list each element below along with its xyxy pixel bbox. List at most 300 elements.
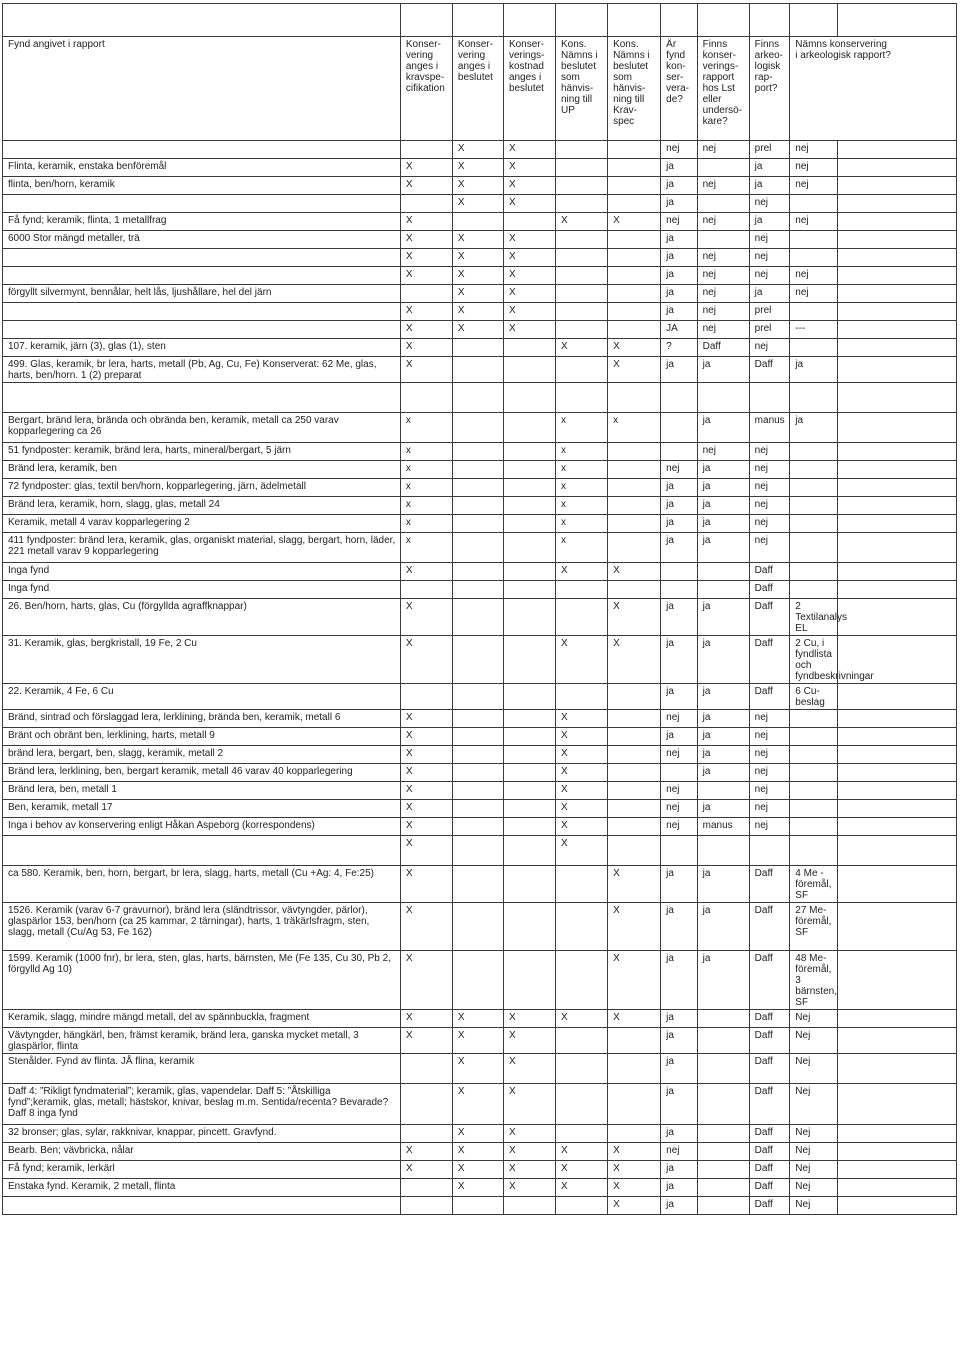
cell-col-10: [838, 267, 957, 285]
cell-col-9: Nej: [790, 1179, 838, 1197]
table-row: [3, 1179, 957, 1197]
cell-col-7: [697, 1197, 749, 1215]
cell-col-8: Daff: [749, 581, 790, 599]
cell-col-6: ?: [661, 339, 697, 357]
cell-col-10: [838, 818, 957, 836]
cell-col-6: ja: [661, 177, 697, 195]
cell-col-3: [503, 728, 555, 746]
cell-col-3: [503, 818, 555, 836]
cell-col-4: X: [556, 710, 608, 728]
cell-col-4: X: [556, 728, 608, 746]
cell-col-8: Daff: [749, 1054, 790, 1084]
cell-fynd: 107. keramik, järn (3), glas (1), sten: [3, 339, 401, 357]
cell-col-6: nej: [661, 710, 697, 728]
table-row: [3, 710, 957, 728]
cell-col-8: nej: [749, 497, 790, 515]
table-row: [3, 533, 957, 563]
cell-col-2: X: [452, 141, 503, 159]
cell-col-3: X: [503, 267, 555, 285]
cell-col-3: [503, 746, 555, 764]
cell-col-6: ja: [661, 231, 697, 249]
findings-table: [2, 3, 957, 1215]
cell-col-5: [608, 728, 661, 746]
cell-col-10: [838, 1161, 957, 1179]
cell-col-9: Nej: [790, 1161, 838, 1179]
cell-col-4: X: [556, 764, 608, 782]
cell-col-8: Daff: [749, 1084, 790, 1125]
table-row: [3, 800, 957, 818]
table-row: [3, 213, 957, 231]
cell-col-3: X: [503, 1125, 555, 1143]
cell-col-9: Nej: [790, 1143, 838, 1161]
cell-col-8: nej: [749, 746, 790, 764]
cell-col-8: [749, 836, 790, 866]
cell-col-8: nej: [749, 195, 790, 213]
cell-col-9: nej: [790, 213, 838, 231]
cell-fynd: [3, 303, 401, 321]
cell-col-7: [697, 836, 749, 866]
cell-col-2: [452, 339, 503, 357]
cell-col-5: [608, 479, 661, 497]
cell-col-10: [838, 383, 957, 413]
cell-col-5: [608, 515, 661, 533]
cell-fynd: [3, 1197, 401, 1215]
cell-col-1: X: [400, 746, 452, 764]
cell-col-3: X: [503, 1028, 555, 1054]
cell-col-1: X: [400, 159, 452, 177]
cell-col-7: ja: [697, 461, 749, 479]
cell-fynd: Bearb. Ben; vävbricka, nålar: [3, 1143, 401, 1161]
cell-col-10: [838, 581, 957, 599]
cell-col-6: ja: [661, 1010, 697, 1028]
cell-col-1: [400, 285, 452, 303]
cell-col-7: manus: [697, 818, 749, 836]
cell-col-9: [790, 782, 838, 800]
cell-col-7: ja: [697, 951, 749, 1010]
cell-fynd: Inga fynd: [3, 563, 401, 581]
cell-col-8: manus: [749, 413, 790, 443]
cell-col-6: [661, 836, 697, 866]
cell-col-9: 4 Me -föremål, SF: [790, 866, 838, 903]
cell-fynd: 6000 Stor mängd metaller, trä: [3, 231, 401, 249]
cell-col-4: [556, 249, 608, 267]
table-row: [3, 903, 957, 951]
cell-col-2: X: [452, 1028, 503, 1054]
cell-col-2: X: [452, 303, 503, 321]
table-row: [3, 1143, 957, 1161]
cell-col-6: [661, 383, 697, 413]
cell-col-9: [790, 479, 838, 497]
cell-col-10: [838, 479, 957, 497]
cell-col-4: x: [556, 533, 608, 563]
cell-col-8: Daff: [749, 1161, 790, 1179]
cell-col-10: [838, 533, 957, 563]
cell-fynd: Vävtyngder, hängkärl, ben, främst keramik, bränd lera, ganska mycket metall, 3 glaspärlor, flinta: [3, 1028, 401, 1054]
cell-col-10: [838, 195, 957, 213]
table-body: [3, 4, 957, 1215]
header-cell-up: Kons. Nämns i beslutet som hänvis- ning till UP: [556, 37, 608, 141]
cell-col-7: ja: [697, 746, 749, 764]
cell-col-2: [452, 764, 503, 782]
cell-col-6: ja: [661, 249, 697, 267]
cell-col-6: ja: [661, 1125, 697, 1143]
cell-col-10: [838, 866, 957, 903]
cell-col-3: X: [503, 303, 555, 321]
cell-col-10: [838, 321, 957, 339]
cell-col-7: ja: [697, 479, 749, 497]
table-row: [3, 141, 957, 159]
cell-col-9: [790, 339, 838, 357]
cell-col-9: [790, 836, 838, 866]
cell-col-1: X: [400, 267, 452, 285]
cell-col-9: Nej: [790, 1010, 838, 1028]
cell-col-4: X: [556, 1179, 608, 1197]
cell-col-10: [838, 339, 957, 357]
cell-col-1: X: [400, 249, 452, 267]
cell-col-4: X: [556, 782, 608, 800]
header-cell-kostnad: Konser- verings- kostnad anges i beslutet: [503, 37, 555, 141]
cell-col-5: [608, 1084, 661, 1125]
cell-col-10: [838, 285, 957, 303]
cell-col-7: ja: [697, 800, 749, 818]
cell-col-10: [838, 684, 957, 710]
cell-fynd: [3, 249, 401, 267]
cell-col-2: [452, 533, 503, 563]
table-row: [3, 285, 957, 303]
cell-col-4: [556, 903, 608, 951]
cell-col-1: [400, 1179, 452, 1197]
cell-col-6: ja: [661, 479, 697, 497]
cell-col-5: [608, 684, 661, 710]
cell-col-3: [503, 413, 555, 443]
cell-col-3: [503, 903, 555, 951]
cell-col-9: nej: [790, 285, 838, 303]
cell-col-1: x: [400, 479, 452, 497]
table-row: [3, 1054, 957, 1084]
cell-col-6: ja: [661, 599, 697, 636]
table-row: [3, 159, 957, 177]
cell-col-10: [838, 599, 957, 636]
table-row: [3, 515, 957, 533]
cell-fynd: flinta, ben/horn, keramik: [3, 177, 401, 195]
cell-col-2: [452, 413, 503, 443]
cell-col-9: [790, 443, 838, 461]
cell-fynd: Bergart, bränd lera, brända och obrända ben, keramik, metall ca 250 varav kopparlegering ca 26: [3, 413, 401, 443]
cell-col-10: [838, 141, 957, 159]
cell-col-3: X: [503, 285, 555, 303]
cell-fynd: Bränd, sintrad och förslaggad lera, lerklining, brända ben, keramik, metall 6: [3, 710, 401, 728]
cell-col-5: [608, 710, 661, 728]
cell-col-2: X: [452, 1143, 503, 1161]
cell-col-2: X: [452, 285, 503, 303]
cell-col-3: X: [503, 1084, 555, 1125]
cell-fynd: 32 bronser; glas, sylar, rakknivar, knappar, pincett. Gravfynd.: [3, 1125, 401, 1143]
cell-col-8: nej: [749, 515, 790, 533]
cell-col-7: nej: [697, 321, 749, 339]
cell-col-6: ja: [661, 1084, 697, 1125]
cell-col-2: [452, 383, 503, 413]
cell-col-7: nej: [697, 303, 749, 321]
cell-col-10: [838, 800, 957, 818]
cell-col-5: [608, 581, 661, 599]
cell-col-6: ja: [661, 497, 697, 515]
table-row: [3, 1161, 957, 1179]
cell-col-1: X: [400, 782, 452, 800]
cell-col-5: [608, 141, 661, 159]
cell-col-5: [608, 782, 661, 800]
cell-col-4: X: [556, 1143, 608, 1161]
cell-col-10: [838, 728, 957, 746]
cell-col-3: [503, 599, 555, 636]
table-row: [3, 1125, 957, 1143]
cell-col-9: 6 Cu-beslag: [790, 684, 838, 710]
cell-col-2: [452, 818, 503, 836]
table-row: [3, 599, 957, 636]
cell-col-10: [838, 413, 957, 443]
cell-col-9: [790, 231, 838, 249]
cell-col-9: [790, 563, 838, 581]
cell-col-5: X: [608, 599, 661, 636]
cell-col-9: [790, 195, 838, 213]
cell-col-8: nej: [749, 443, 790, 461]
cell-col-6: ja: [661, 1179, 697, 1197]
table-row: [3, 321, 957, 339]
cell-col-5: x: [608, 413, 661, 443]
cell-col-1: [400, 1054, 452, 1084]
table-row: [3, 684, 957, 710]
cell-col-4: [556, 383, 608, 413]
cell-col-5: [608, 443, 661, 461]
cell-col-3: [503, 581, 555, 599]
cell-col-8: Daff: [749, 563, 790, 581]
cell-col-8: nej: [749, 782, 790, 800]
cell-col-1: X: [400, 764, 452, 782]
cell-col-10: [838, 1179, 957, 1197]
cell-col-2: X: [452, 231, 503, 249]
cell-col-8: Daff: [749, 951, 790, 1010]
cell-col-4: X: [556, 1010, 608, 1028]
cell-col-2: [452, 1197, 503, 1215]
table-row: [3, 479, 957, 497]
cell-col-2: X: [452, 267, 503, 285]
cell-col-4: X: [556, 836, 608, 866]
cell-col-4: [556, 195, 608, 213]
cell-col-8: Daff: [749, 599, 790, 636]
cell-col-4: [556, 866, 608, 903]
cell-col-6: ja: [661, 1054, 697, 1084]
cell-col-4: X: [556, 339, 608, 357]
cell-fynd: Bränd lera, lerklining, ben, bergart keramik, metall 46 varav 40 kopparlegering: [3, 764, 401, 782]
table-row: [3, 563, 957, 581]
cell-col-4: X: [556, 563, 608, 581]
cell-col-3: [503, 782, 555, 800]
cell-col-3: X: [503, 1179, 555, 1197]
cell-col-4: x: [556, 515, 608, 533]
cell-col-1: x: [400, 497, 452, 515]
cell-fynd: Daff 4: ”Rikligt fyndmaterial”; keramik, glas, vapendelar. Daff 5: ”Åtskilliga fynd”;keramik, glas, metall; hästskor, knivar, beslag m.m. Sentida/recenta? Bevarade? Daff 8 inga fynd: [3, 1084, 401, 1125]
cell-fynd: [3, 267, 401, 285]
cell-col-8: Daff: [749, 357, 790, 383]
cell-col-10: [838, 461, 957, 479]
cell-col-8: nej: [749, 533, 790, 563]
cell-col-1: X: [400, 951, 452, 1010]
cell-col-10: [838, 159, 957, 177]
cell-col-5: X: [608, 339, 661, 357]
cell-col-6: ja: [661, 636, 697, 684]
cell-fynd: Bränd lera, ben, metall 1: [3, 782, 401, 800]
cell-col-1: [400, 141, 452, 159]
cell-col-6: nej: [661, 800, 697, 818]
table-row: [3, 195, 957, 213]
cell-col-2: [452, 951, 503, 1010]
cell-col-1: [400, 195, 452, 213]
cell-col-1: [400, 1197, 452, 1215]
cell-col-6: ja: [661, 1028, 697, 1054]
cell-col-1: x: [400, 461, 452, 479]
cell-fynd: Keramik, slagg, mindre mängd metall, del av spännbuckla, fragment: [3, 1010, 401, 1028]
cell-col-2: [452, 563, 503, 581]
cell-col-8: ja: [749, 177, 790, 195]
cell-col-9: nej: [790, 177, 838, 195]
cell-col-3: [503, 383, 555, 413]
cell-col-2: [452, 746, 503, 764]
cell-col-6: [661, 413, 697, 443]
cell-col-6: ja: [661, 515, 697, 533]
cell-col-1: X: [400, 1028, 452, 1054]
cell-col-6: ja: [661, 728, 697, 746]
cell-col-5: [608, 497, 661, 515]
cell-col-6: nej: [661, 782, 697, 800]
header-cell-beslutet: Konser- vering anges i beslutet: [452, 37, 503, 141]
cell-col-8: Daff: [749, 636, 790, 684]
cell-col-9: ja: [790, 357, 838, 383]
table-row: [3, 581, 957, 599]
cell-fynd: 499. Glas, keramik, br lera, harts, metall (Pb, Ag, Cu, Fe) Konserverat: 62 Me, glas, harts, ben/horn. 1 (2) preparat: [3, 357, 401, 383]
cell-col-8: Daff: [749, 866, 790, 903]
cell-col-9: 2 Cu, i fyndlista och fyndbeskrivningar: [790, 636, 838, 684]
cell-col-10: [838, 443, 957, 461]
cell-col-2: X: [452, 1084, 503, 1125]
cell-col-2: [452, 710, 503, 728]
cell-col-9: Nej: [790, 1197, 838, 1215]
cell-col-9: [790, 581, 838, 599]
cell-col-7: nej: [697, 213, 749, 231]
cell-fynd: Få fynd; keramik, flinta, 1 metallfrag: [3, 213, 401, 231]
cell-col-8: nej: [749, 800, 790, 818]
cell-col-5: X: [608, 1197, 661, 1215]
cell-col-9: [790, 303, 838, 321]
cell-col-8: ja: [749, 159, 790, 177]
header-cell-krav-spec: Kons. Nämns i beslutet som hänvis- ning till Krav- spec: [608, 37, 661, 141]
cell-col-7: nej: [697, 249, 749, 267]
cell-col-5: [608, 461, 661, 479]
cell-col-2: X: [452, 1125, 503, 1143]
cell-col-5: [608, 231, 661, 249]
cell-col-4: [556, 231, 608, 249]
cell-col-5: [608, 533, 661, 563]
cell-col-4: [556, 267, 608, 285]
cell-col-2: X: [452, 195, 503, 213]
cell-fynd: Bränd lera, keramik, ben: [3, 461, 401, 479]
cell-col-2: X: [452, 321, 503, 339]
cell-col-2: [452, 599, 503, 636]
cell-fynd: ca 580. Keramik, ben, horn, bergart, br lera, slagg, harts, metall (Cu +Ag: 4, Fe:25): [3, 866, 401, 903]
cell-col-8: nej: [749, 479, 790, 497]
cell-col-1: X: [400, 836, 452, 866]
cell-col-2: [452, 782, 503, 800]
cell-col-3: [503, 636, 555, 684]
cell-col-6: JA: [661, 321, 697, 339]
cell-fynd: 1599. Keramik (1000 fnr), br lera, sten, glas, harts, bärnsten, Me (Fe 135, Cu 30, Pb 2, förgylld Ag 10): [3, 951, 401, 1010]
cell-fynd: 1526. Keramik (varav 6-7 gravurnor), bränd lera (sländtrissor, vävtyngder, pärlor), glaspärlor 153, ben/horn (ca 25 kammar, 2 tärningar), harts, 1 träkärlsfragm, sten, slagg, metall (Cu/Ag 53, Fe 162): [3, 903, 401, 951]
table-row: [3, 303, 957, 321]
cell-col-3: X: [503, 141, 555, 159]
cell-col-5: [608, 249, 661, 267]
cell-col-7: ja: [697, 357, 749, 383]
cell-col-9: ja: [790, 413, 838, 443]
cell-col-6: ja: [661, 866, 697, 903]
cell-col-5: [608, 1125, 661, 1143]
cell-fynd: Inga i behov av konservering enligt Håkan Aspeborg (korrespondens): [3, 818, 401, 836]
cell-col-8: nej: [749, 728, 790, 746]
cell-col-7: [697, 1028, 749, 1054]
cell-col-6: ja: [661, 357, 697, 383]
header-cell-konserverade: Är fynd kon- ser- vera- de?: [661, 37, 697, 141]
header-cell-kravspec: Konser- vering anges i kravspe- cifikation: [400, 37, 452, 141]
cell-col-2: X: [452, 1179, 503, 1197]
cell-col-2: [452, 357, 503, 383]
cell-col-6: nej: [661, 213, 697, 231]
cell-col-2: [452, 684, 503, 710]
table-row: [3, 951, 957, 1010]
cell-col-5: [608, 746, 661, 764]
table-row: [3, 383, 957, 413]
cell-col-3: X: [503, 1054, 555, 1084]
cell-col-4: x: [556, 479, 608, 497]
cell-col-10: [838, 1010, 957, 1028]
cell-col-8: Daff: [749, 1010, 790, 1028]
cell-col-8: Daff: [749, 684, 790, 710]
cell-col-7: ja: [697, 515, 749, 533]
cell-col-2: X: [452, 1054, 503, 1084]
cell-col-1: X: [400, 728, 452, 746]
table-row: [3, 357, 957, 383]
cell-fynd: [3, 195, 401, 213]
cell-col-3: X: [503, 1143, 555, 1161]
cell-col-4: X: [556, 1161, 608, 1179]
cell-col-9: 48 Me-föremål, 3 bärnsten, SF: [790, 951, 838, 1010]
cell-col-5: [608, 764, 661, 782]
cell-col-6: ja: [661, 195, 697, 213]
cell-col-2: X: [452, 1010, 503, 1028]
cell-fynd: Enstaka fynd. Keramik, 2 metall, flinta: [3, 1179, 401, 1197]
cell-col-4: x: [556, 413, 608, 443]
cell-col-5: X: [608, 866, 661, 903]
header-row: [3, 37, 957, 141]
cell-col-3: [503, 497, 555, 515]
cell-col-3: [503, 339, 555, 357]
cell-col-9: ---: [790, 321, 838, 339]
cell-col-3: [503, 800, 555, 818]
table-row: [3, 461, 957, 479]
cell-col-9: Nej: [790, 1125, 838, 1143]
cell-col-4: [556, 285, 608, 303]
cell-fynd: Ben, keramik, metall 17: [3, 800, 401, 818]
cell-col-2: [452, 903, 503, 951]
cell-col-4: [556, 581, 608, 599]
cell-col-7: ja: [697, 636, 749, 684]
cell-col-3: X: [503, 321, 555, 339]
